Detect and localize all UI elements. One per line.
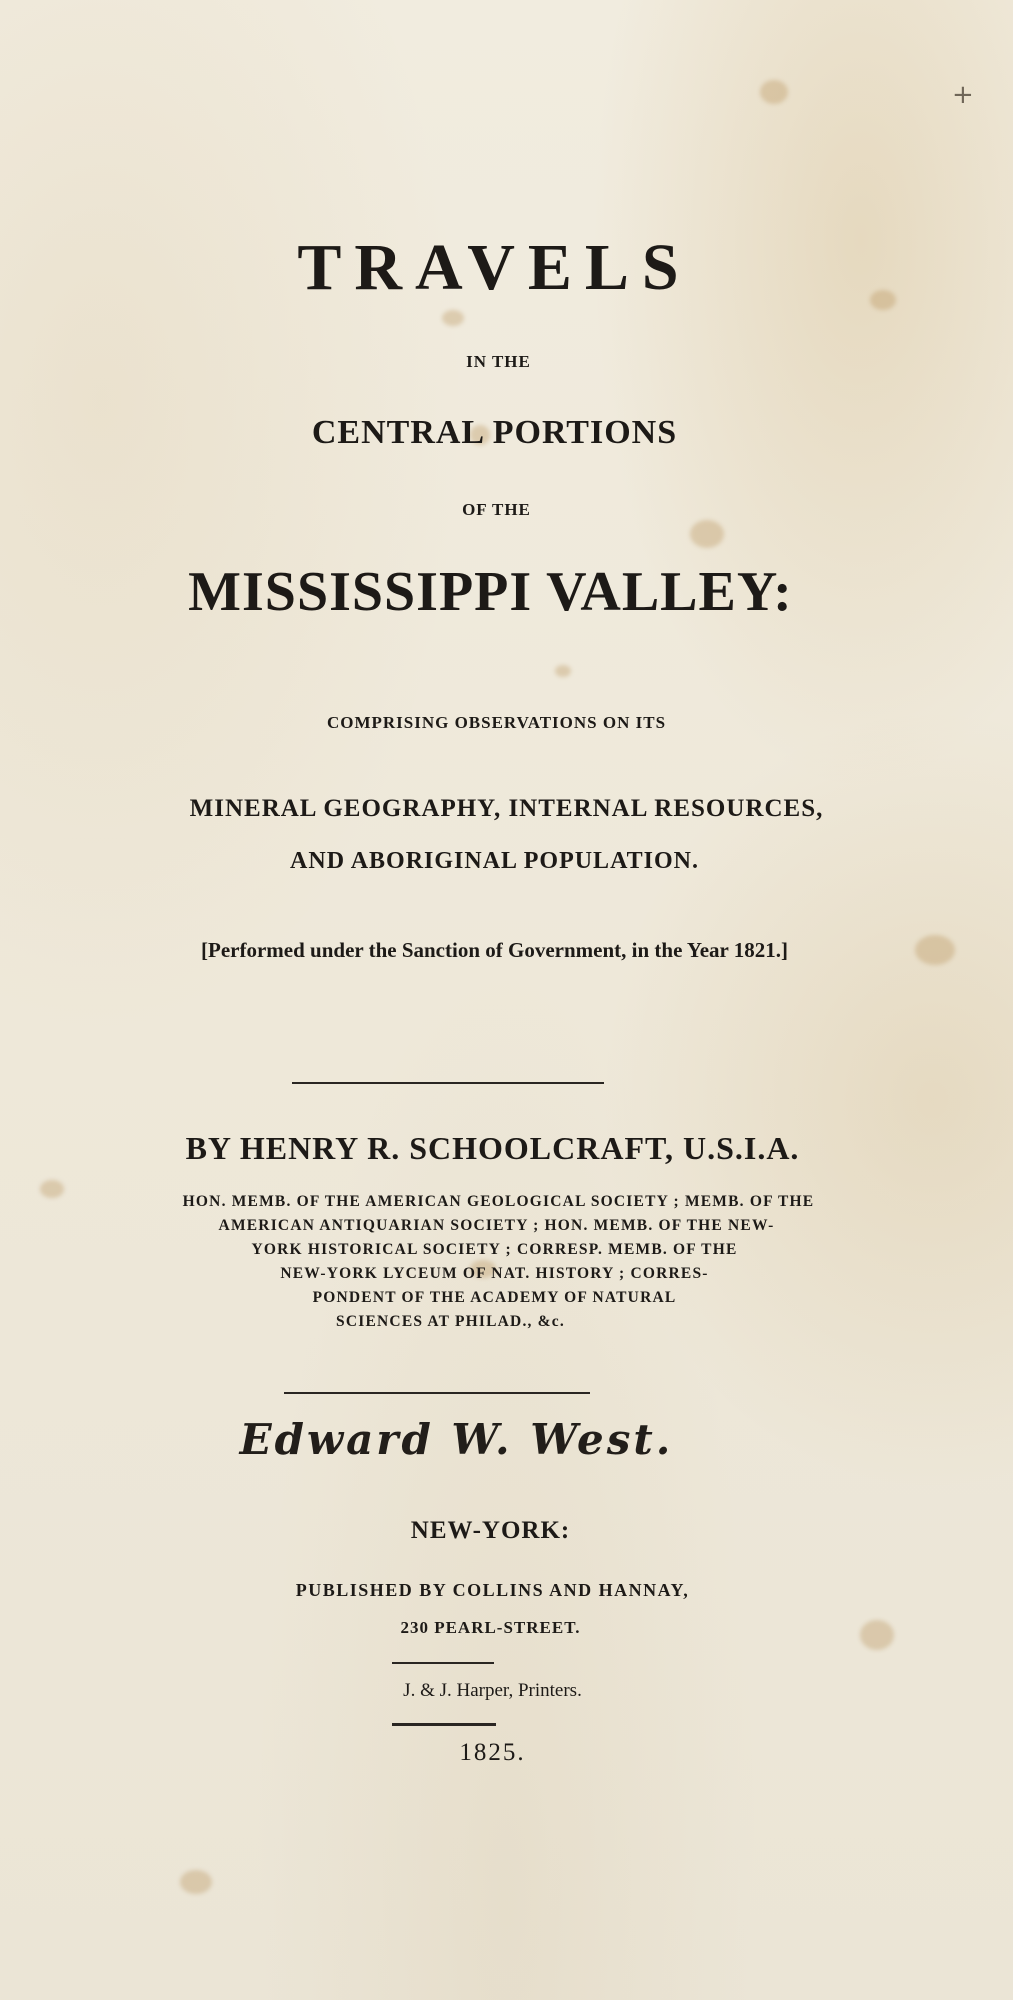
foxing-spot [760,80,788,104]
publication-city: NEW-YORK: [410,1517,571,1544]
divider-rule [284,1392,590,1394]
divider-rule [392,1723,496,1726]
author-line: BY HENRY R. SCHOOLCRAFT, U.S.I.A. [185,1130,800,1166]
credential-line: PONDENT OF THE ACADEMY OF NATURAL [312,1289,677,1306]
credential-line: SCIENCES AT PHILAD., &c. [336,1313,565,1330]
subtitle-mississippi-valley: MISSISSIPPI VALLEY: [188,561,793,623]
divider-rule [392,1662,494,1664]
credential-line: HON. MEMB. OF THE AMERICAN GEOLOGICAL SOCIETY ; MEMB. OF THE [182,1193,815,1210]
foxing-spot [442,310,464,326]
subtitle-of-the: OF THE [462,500,531,519]
subtitle-central-portions: CENTRAL PORTIONS [311,414,678,451]
credential-line: AMERICAN ANTIQUARIAN SOCIETY ; HON. MEMB. OF THE NEW- [218,1217,775,1234]
foxing-spot [180,1870,212,1894]
foxing-spot [555,665,571,677]
description-line-1: MINERAL GEOGRAPHY, INTERNAL RESOURCES, [189,795,824,822]
printer-line: J. & J. Harper, Printers. [403,1680,582,1701]
foxing-spot [690,520,724,548]
divider-rule [292,1082,604,1084]
publication-year: 1825. [459,1739,526,1766]
registration-mark: + [952,80,974,110]
description-line-2: AND ABORIGINAL POPULATION. [290,848,699,874]
comprising-line: COMPRISING OBSERVATIONS ON ITS [326,713,667,732]
book-title: TRAVELS [297,231,692,304]
subtitle-in-the: IN THE [466,352,531,371]
ownership-signature: Edward W. West. [239,1415,674,1464]
publisher-address: 230 PEARL-STREET. [400,1618,581,1637]
publisher-line: PUBLISHED BY COLLINS AND HANNAY, [295,1580,690,1600]
credential-line: NEW-YORK LYCEUM OF NAT. HISTORY ; CORRES- [280,1265,709,1282]
credential-line: YORK HISTORICAL SOCIETY ; CORRESP. MEMB. OF THE [251,1241,738,1258]
sanction-note: [Performed under the Sanction of Government, in the Year 1821.] [201,938,788,962]
